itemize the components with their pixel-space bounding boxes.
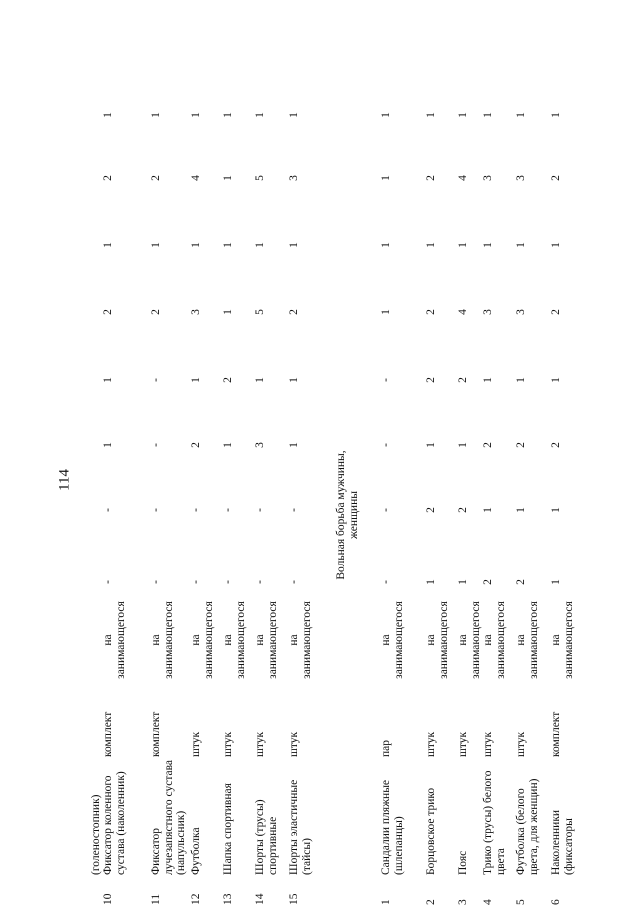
unit-of-measure: штук xyxy=(190,731,202,757)
quantity-cell: 1 xyxy=(457,112,469,118)
quantity-cell: 3 xyxy=(482,175,494,181)
item-name: Борцовское трико xyxy=(425,787,437,875)
item-name: (голеностопник) xyxy=(90,794,102,875)
quantity-cell: 4 xyxy=(190,175,202,181)
row-number: 13 xyxy=(222,893,234,905)
section-title: Вольная борьба мужчины, женщины xyxy=(335,450,360,580)
quantity-cell: - xyxy=(150,580,162,584)
unit-of-measure: штук xyxy=(425,731,437,757)
quantity-cell: 1 xyxy=(425,112,437,118)
quantity-cell: 4 xyxy=(457,309,469,315)
quantity-cell: 1 xyxy=(190,112,202,118)
quantity-cell: 1 xyxy=(150,242,162,248)
quantity-cell: 3 xyxy=(288,175,300,181)
quantity-cell: - xyxy=(150,378,162,382)
row-number: 15 xyxy=(288,893,300,905)
quantity-cell: 1 xyxy=(150,112,162,118)
quantity-cell: 1 xyxy=(222,175,234,181)
quantity-cell: - xyxy=(380,508,392,512)
quantity-cell: - xyxy=(150,508,162,512)
item-name: Фиксатор коленного сустава (наколенник) xyxy=(102,771,127,875)
quantity-cell: 2 xyxy=(457,377,469,383)
quantity-cell: - xyxy=(102,580,114,584)
quantity-cell: 2 xyxy=(457,507,469,513)
quantity-cell: 1 xyxy=(550,112,562,118)
page-number: 114 xyxy=(56,469,73,491)
unit-of-measure: штук xyxy=(222,731,234,757)
quantity-cell: 3 xyxy=(482,309,494,315)
quantity-cell: 1 xyxy=(457,442,469,448)
quantity-cell: 2 xyxy=(150,175,162,181)
quantity-cell: 1 xyxy=(482,377,494,383)
quantity-cell: 1 xyxy=(288,377,300,383)
row-number: 14 xyxy=(254,893,266,905)
row-number: 1 xyxy=(380,899,392,905)
quantity-cell: 2 xyxy=(150,309,162,315)
quantity-cell: 2 xyxy=(482,442,494,448)
calculation-unit: на занимающегося xyxy=(425,601,450,679)
quantity-cell: 1 xyxy=(457,579,469,585)
quantity-cell: 1 xyxy=(102,442,114,448)
item-name: Трико (трусы) белого цвета xyxy=(482,770,507,875)
quantity-cell: 3 xyxy=(254,442,266,448)
item-name: Наколенники (фиксаторы xyxy=(550,809,575,875)
quantity-cell: - xyxy=(380,580,392,584)
quantity-cell: - xyxy=(222,580,234,584)
quantity-cell: 3 xyxy=(515,175,527,181)
quantity-cell: 1 xyxy=(190,377,202,383)
calculation-unit: на занимающегося xyxy=(482,601,507,679)
quantity-cell: 2 xyxy=(515,442,527,448)
quantity-cell: 2 xyxy=(425,175,437,181)
quantity-cell: 1 xyxy=(222,442,234,448)
quantity-cell: - xyxy=(380,378,392,382)
quantity-cell: 2 xyxy=(515,579,527,585)
row-number: 3 xyxy=(457,899,469,905)
unit-of-measure: штук xyxy=(515,731,527,757)
calculation-unit: на занимающегося xyxy=(288,601,313,679)
quantity-cell: 2 xyxy=(222,377,234,383)
quantity-cell: 3 xyxy=(190,309,202,315)
calculation-unit: на занимающегося xyxy=(150,601,175,679)
row-number: 6 xyxy=(550,899,562,905)
quantity-cell: 1 xyxy=(482,507,494,513)
item-name: Шорты (трусы) спортивные xyxy=(254,799,279,875)
row-number: 5 xyxy=(515,899,527,905)
unit-of-measure: комплект xyxy=(102,711,114,757)
row-number: 2 xyxy=(425,899,437,905)
quantity-cell: 1 xyxy=(102,112,114,118)
quantity-cell: 1 xyxy=(515,507,527,513)
quantity-cell: 1 xyxy=(222,112,234,118)
quantity-cell: 5 xyxy=(254,175,266,181)
quantity-cell: 1 xyxy=(550,377,562,383)
quantity-cell: 2 xyxy=(425,377,437,383)
quantity-cell: 1 xyxy=(380,309,392,315)
quantity-cell: 1 xyxy=(425,442,437,448)
calculation-unit: на занимающегося xyxy=(380,601,405,679)
quantity-cell: 2 xyxy=(482,579,494,585)
quantity-cell: 4 xyxy=(457,175,469,181)
quantity-cell: 1 xyxy=(190,242,202,248)
item-name: Шорты эластичные (тайсы) xyxy=(288,779,313,875)
quantity-cell: 2 xyxy=(550,175,562,181)
unit-of-measure: штук xyxy=(254,731,266,757)
quantity-cell: - xyxy=(150,443,162,447)
unit-of-measure: пар xyxy=(380,739,392,757)
unit-of-measure: штук xyxy=(457,731,469,757)
unit-of-measure: комплект xyxy=(150,711,162,757)
quantity-cell: - xyxy=(222,508,234,512)
quantity-cell: 1 xyxy=(288,242,300,248)
item-name: Шапка спортивная xyxy=(222,783,234,875)
quantity-cell: 1 xyxy=(550,579,562,585)
quantity-cell: 5 xyxy=(254,309,266,315)
quantity-cell: 1 xyxy=(482,242,494,248)
calculation-unit: на занимающегося xyxy=(222,601,247,679)
quantity-cell: - xyxy=(380,443,392,447)
row-number: 12 xyxy=(190,893,202,905)
quantity-cell: 1 xyxy=(457,242,469,248)
quantity-cell: 1 xyxy=(482,112,494,118)
quantity-cell: 2 xyxy=(190,442,202,448)
quantity-cell: 1 xyxy=(222,242,234,248)
equipment-table xyxy=(90,85,575,905)
quantity-cell: 1 xyxy=(222,309,234,315)
quantity-cell: 1 xyxy=(515,242,527,248)
quantity-cell: 2 xyxy=(550,309,562,315)
row-number: 4 xyxy=(482,899,494,905)
quantity-cell: 1 xyxy=(102,242,114,248)
calculation-unit: на занимающегося xyxy=(550,601,575,679)
quantity-cell: 2 xyxy=(102,175,114,181)
quantity-cell: 1 xyxy=(550,507,562,513)
quantity-cell: 1 xyxy=(380,242,392,248)
quantity-cell: 1 xyxy=(288,112,300,118)
quantity-cell: 2 xyxy=(425,309,437,315)
row-number: 10 xyxy=(102,893,114,905)
quantity-cell: 1 xyxy=(515,377,527,383)
item-name: Сандалии пляжные (шлепанцы) xyxy=(380,779,405,875)
row-number: 11 xyxy=(150,893,162,905)
quantity-cell: 2 xyxy=(102,309,114,315)
calculation-unit: на занимающегося xyxy=(102,601,127,679)
quantity-cell: 1 xyxy=(550,242,562,248)
quantity-cell: 1 xyxy=(254,112,266,118)
calculation-unit: на занимающегося xyxy=(515,601,540,679)
item-name: Футболка xyxy=(190,827,202,875)
quantity-cell: - xyxy=(190,508,202,512)
quantity-cell: - xyxy=(102,508,114,512)
quantity-cell: 1 xyxy=(102,377,114,383)
quantity-cell: 1 xyxy=(254,242,266,248)
unit-of-measure: штук xyxy=(288,731,300,757)
calculation-unit: на занимающегося xyxy=(457,601,482,679)
unit-of-measure: комплект xyxy=(550,711,562,757)
quantity-cell: 2 xyxy=(425,507,437,513)
quantity-cell: - xyxy=(254,508,266,512)
quantity-cell: - xyxy=(190,580,202,584)
quantity-cell: - xyxy=(254,580,266,584)
quantity-cell: 3 xyxy=(515,309,527,315)
quantity-cell: - xyxy=(288,508,300,512)
item-name: Фиксатор лучезапястного сустава (напульсник) xyxy=(150,759,187,875)
quantity-cell: 2 xyxy=(288,309,300,315)
quantity-cell: 2 xyxy=(550,442,562,448)
quantity-cell: - xyxy=(288,580,300,584)
quantity-cell: 1 xyxy=(254,377,266,383)
item-name: Футболка (белого цвета, для женщин) xyxy=(515,778,540,875)
quantity-cell: 1 xyxy=(380,175,392,181)
unit-of-measure: штук xyxy=(482,731,494,757)
quantity-cell: 1 xyxy=(515,112,527,118)
quantity-cell: 1 xyxy=(288,442,300,448)
quantity-cell: 1 xyxy=(425,242,437,248)
quantity-cell: 1 xyxy=(380,112,392,118)
quantity-cell: 1 xyxy=(425,579,437,585)
calculation-unit: на занимающегося xyxy=(190,601,215,679)
calculation-unit: на занимающегося xyxy=(254,601,279,679)
item-name: Пояс xyxy=(457,850,469,875)
